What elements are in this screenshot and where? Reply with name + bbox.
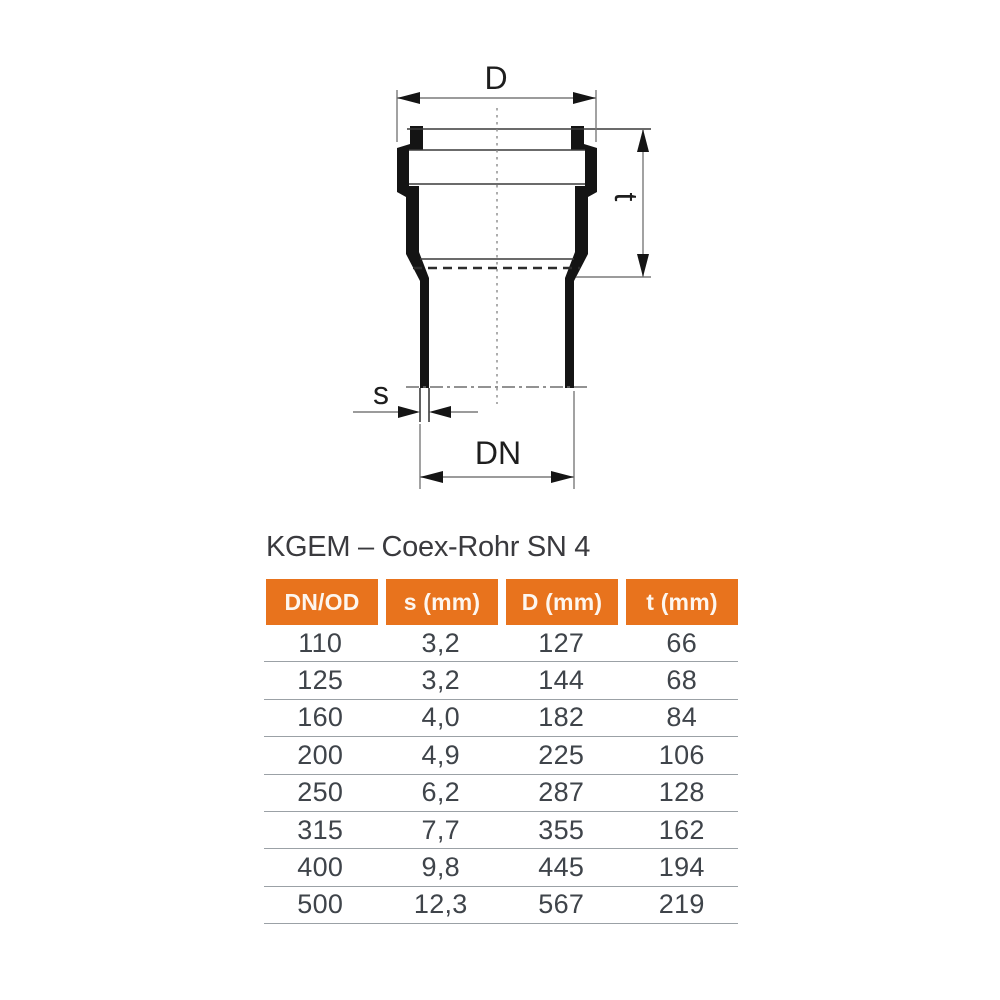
- table-cell: 128: [658, 777, 705, 808]
- d-arrow-right: [573, 92, 596, 104]
- table-cell: 200: [297, 739, 344, 770]
- table-cell: 315: [297, 814, 344, 845]
- table-title: KGEM – Coex-Rohr SN 4: [266, 531, 591, 563]
- table-cell: 68: [666, 665, 698, 696]
- table-header-cell-t: t (mm): [626, 579, 738, 625]
- s-arrow-left: [398, 406, 420, 418]
- d-dimension-label: D: [484, 60, 508, 96]
- table-cell: 12,3: [413, 889, 468, 920]
- table-cell: 3,2: [421, 627, 460, 658]
- table-cell: 9,8: [421, 852, 460, 883]
- table-cell: 500: [297, 889, 344, 920]
- table-cell: 162: [658, 814, 705, 845]
- socket-left-wall: [397, 126, 429, 388]
- table-header-cell-d: D (mm): [506, 579, 618, 625]
- dn-arrow-left: [420, 471, 443, 483]
- table-body: [264, 625, 738, 924]
- t-dimension-label: t: [608, 192, 644, 202]
- table-cell: 160: [297, 702, 344, 733]
- dn-arrow-right: [551, 471, 574, 483]
- table-cell: 6,2: [421, 777, 460, 808]
- t-arrow-top: [637, 129, 649, 152]
- table-cell: 4,0: [421, 702, 460, 733]
- s-dimension-label: s: [373, 375, 389, 411]
- table-cell: 445: [538, 852, 585, 883]
- table-row: [264, 737, 738, 774]
- table-cell: 400: [297, 852, 344, 883]
- table-row: [264, 662, 738, 699]
- table-cell: 3,2: [421, 665, 460, 696]
- table-header-cell-s: s (mm): [386, 579, 498, 625]
- table-cell: 225: [538, 739, 585, 770]
- table-cell: 219: [658, 889, 705, 920]
- table-cell: 84: [666, 702, 698, 733]
- table-header-row: [266, 579, 738, 625]
- table-header-cell-dn-od: DN/OD: [266, 579, 378, 625]
- table-cell: 127: [538, 627, 585, 658]
- table-row: [264, 849, 738, 886]
- table-cell: 7,7: [421, 814, 460, 845]
- table-cell: 4,9: [421, 739, 460, 770]
- table-cell: 287: [538, 777, 585, 808]
- socket-right-wall: [565, 126, 597, 388]
- table-cell: 355: [538, 814, 585, 845]
- table-row: [264, 775, 738, 812]
- table-cell: 66: [666, 627, 698, 658]
- table-row: [264, 625, 738, 662]
- table-cell: 106: [658, 739, 705, 770]
- t-arrow-bottom: [637, 254, 649, 277]
- table-cell: 250: [297, 777, 344, 808]
- table-cell: 110: [298, 627, 343, 658]
- table-row: [264, 700, 738, 737]
- table-cell: 144: [538, 665, 585, 696]
- s-arrow-right: [429, 406, 451, 418]
- table-row: [264, 812, 738, 849]
- d-arrow-left: [397, 92, 420, 104]
- table-cell: 567: [538, 889, 585, 920]
- dn-dimension-label: DN: [474, 435, 522, 471]
- table-row: [264, 887, 738, 924]
- table-cell: 194: [658, 852, 705, 883]
- table-cell: 182: [538, 702, 585, 733]
- table-cell: 125: [297, 665, 344, 696]
